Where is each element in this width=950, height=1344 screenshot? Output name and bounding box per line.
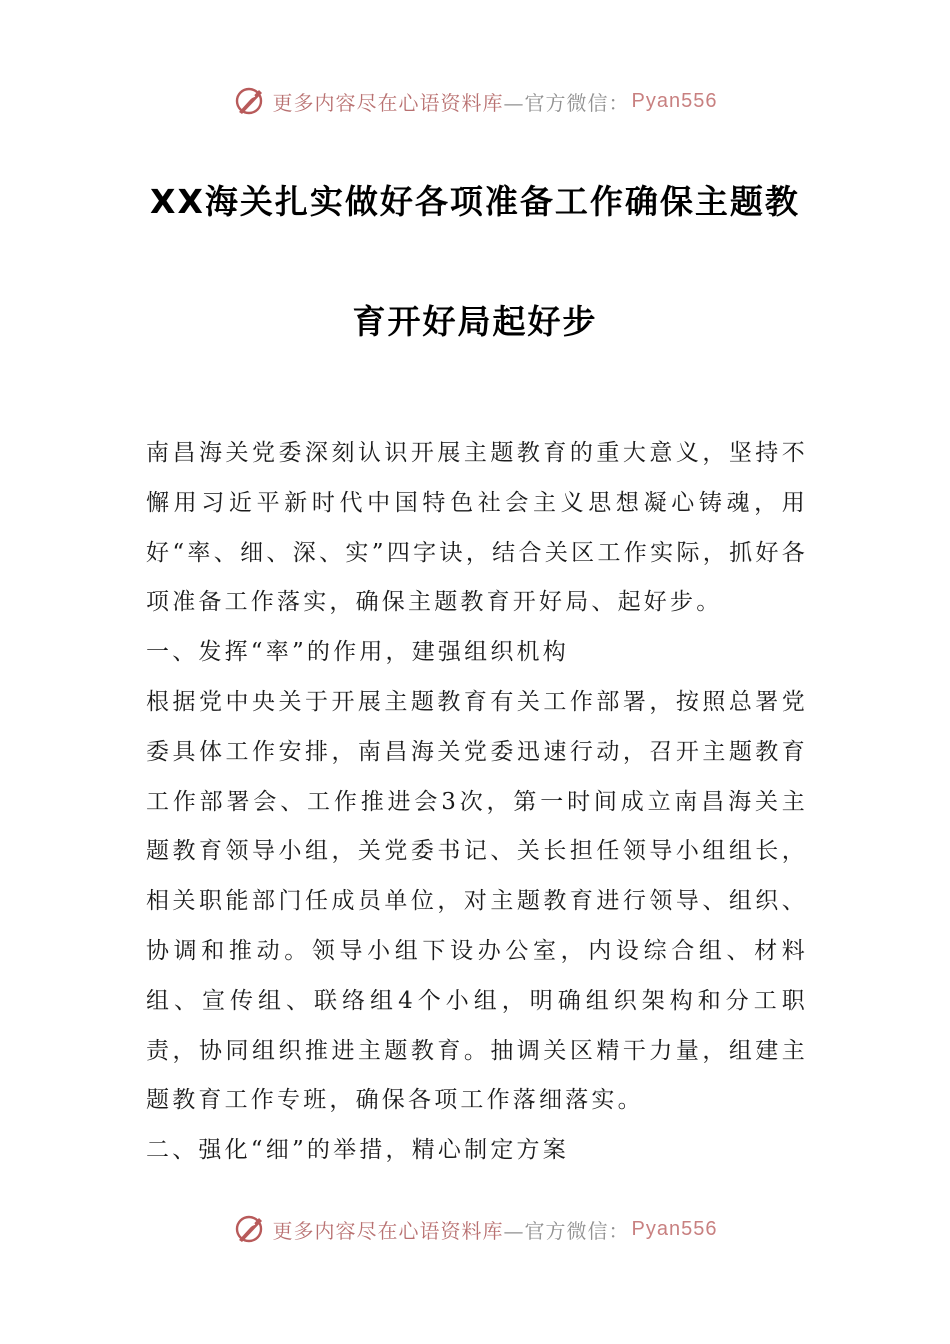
document-body [146,429,808,1176]
pen-logo-icon [233,1212,267,1246]
document-title-line-1: XX海关扎实做好各项准备工作确保主题教 [150,182,800,221]
watermark-brand: 更多内容尽在心语资料库 [272,90,504,115]
section-heading-2: 二、强化“细”的举措，精心制定方案 [146,1137,569,1164]
document-title-line-2: 育开好局起好步 [352,302,598,341]
watermark-label: —官方微信： [503,1218,630,1243]
section-heading-1: 一、发挥“率”的作用，建强组织机构 [146,639,569,666]
watermark-label: —官方微信： [503,90,630,115]
watermark-footer [0,1212,950,1246]
pen-logo-icon [233,84,267,118]
paragraph-section-1: 根据党中央关于开展主题教育有关工作部署，按照总署党委具体工作安排，南昌海关党委迅速行动，召开主题教育工作部署会、工作推进会3次，第一时间成立南昌海关主题教育领导小组，关党委书记、关长担任领导小组组长，相关职能部门任成员单位，对主题教育进行领导、组织、协调和推动。领导小组下设办公室，内设综合组、材料组、宣传组、联络组4个小组，明确组织架构和分工职责，协同组织推进主题教育。抽调关区精干力量，组建主题教育工作专班，确保各项工作落细落实。 [146,688,808,1114]
watermark-brand: 更多内容尽在心语资料库 [272,1218,504,1243]
watermark-id: Pyan556 [631,1217,718,1240]
paragraph-intro: 南昌海关党委深刻认识开展主题教育的重大意义，坚持不懈用习近平新时代中国特色社会主义思想凝心铸魂，用好“率、细、深、实”四字诀，结合关区工作实际，抓好各项准备工作落实，确保主题教育开好局、起好步。 [146,440,808,616]
watermark-id: Pyan556 [631,89,718,112]
watermark-header [0,84,950,118]
